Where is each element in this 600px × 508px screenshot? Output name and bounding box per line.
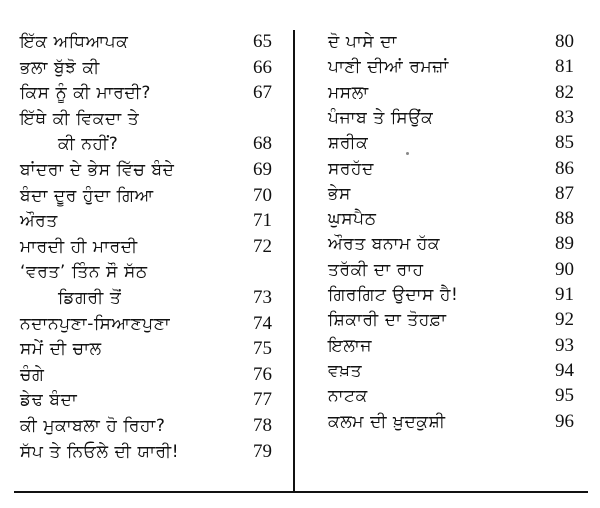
toc-entry-title: ਡੇਢ ਬੰਦਾ	[20, 390, 78, 411]
toc-entry	[0, 56, 293, 80]
toc-entry-page: 89	[555, 233, 574, 255]
toc-entry-title: ਨਦਾਨਪੁਣਾ-ਸਿਆਣਪੁਣਾ	[20, 313, 171, 334]
toc-entry-title: ਕੀ ਮੁਕਾਬਲਾ ਹੋ ਰਿਹਾ?	[20, 416, 166, 436]
toc-entry	[296, 55, 600, 79]
toc-entry-page: 70	[253, 184, 272, 206]
toc-entry-page: 72	[253, 235, 272, 257]
toc-entry-title: ਭਲਾ ਬੁੱਝੋ ਕੀ	[20, 57, 100, 78]
toc-entry-title: ਪਾਣੀ ਦੀਆਂ ਰਮਜ਼ਾਂ	[328, 57, 449, 78]
toc-entry	[0, 30, 293, 54]
toc-entry-title: ਦੋ ਪਾਸੇ ਦਾ	[328, 32, 397, 52]
toc-entry	[296, 157, 600, 181]
toc-entry	[0, 158, 293, 182]
toc-entry	[296, 384, 600, 408]
toc-entry	[296, 258, 600, 282]
toc-entry	[0, 184, 293, 208]
toc-entry-page: 73	[253, 287, 272, 308]
toc-entry	[296, 207, 600, 231]
toc-entry-title: ਪੰਜਾਬ ਤੇ ਸਿਉਂਕ	[328, 107, 434, 128]
toc-entry-page: 71	[253, 210, 272, 232]
toc-entry	[0, 132, 293, 156]
toc-entry-title: ਨਾਟਕ	[328, 386, 368, 407]
toc-entry-title: ਚੰਗੇ	[20, 364, 45, 385]
toc-entry-title: ਸ਼ਿਕਾਰੀ ਦਾ ਤੋਹਫ਼ਾ	[328, 310, 447, 331]
toc-entry-title: ਔਰਤ	[20, 211, 58, 232]
toc-entry-title: ਵਖ਼ਤ	[328, 360, 363, 381]
toc-entry-page: 79	[253, 440, 272, 462]
toc-entry-page: 93	[555, 334, 574, 356]
toc-entry	[296, 182, 600, 206]
toc-entry-page: 83	[555, 106, 574, 128]
toc-entry	[0, 312, 293, 336]
toc-entry-title: ਕੀ ਨਹੀਂ?	[58, 134, 119, 155]
toc-entry-title: ਬੰਦਾ ਦੂਰ ਹੁੰਦਾ ਗਿਆ	[20, 185, 154, 206]
toc-entry-page: 91	[555, 284, 574, 305]
toc-entry	[296, 334, 600, 358]
toc-entry-title: ਭੇਸ	[328, 183, 351, 204]
toc-entry-page: 75	[253, 338, 272, 360]
toc-entry-page: 96	[555, 410, 574, 432]
toc-entry	[0, 337, 293, 361]
toc-entry	[296, 30, 600, 54]
toc-entry-title: ਸਮੇਂ ਦੀ ਚਾਲ	[20, 339, 102, 360]
toc-entry	[0, 286, 293, 310]
toc-entry	[296, 81, 600, 105]
toc-entry-title: ਕਲਮ ਦੀ ਖ਼ੁਦਕੁਸ਼ੀ	[328, 411, 446, 432]
toc-entry-page: 78	[253, 415, 272, 436]
toc-left-column	[0, 0, 293, 490]
toc-entry	[296, 283, 600, 307]
toc-entry-title: ਔਰਤ ਬਨਾਮ ਹੱਕ	[328, 234, 441, 255]
toc-entry-page: 87	[555, 182, 574, 204]
column-divider	[293, 30, 295, 492]
print-speck	[406, 152, 409, 155]
toc-entry	[296, 131, 600, 155]
toc-entry-title: ਡਿਗਰੀ ਤੋਂ	[58, 288, 122, 308]
toc-entry-title: ਕਿਸ ਨੂੰ ਕੀ ਮਾਰਦੀ?	[20, 83, 151, 104]
toc-entry	[296, 106, 600, 130]
bottom-rule	[14, 491, 588, 493]
toc-entry-page: 81	[555, 56, 574, 78]
toc-entry-title: ਇੱਥੇ ਕੀ ਵਿਕਦਾ ਤੇ	[20, 108, 140, 129]
toc-entry-page: 94	[555, 359, 574, 381]
toc-entry-page: 77	[253, 389, 272, 411]
toc-entry-page: 68	[253, 133, 272, 155]
toc-entry	[0, 209, 293, 233]
toc-entry	[296, 410, 600, 434]
toc-entry	[0, 388, 293, 412]
toc-entry-page: 74	[253, 312, 272, 334]
toc-entry	[0, 414, 293, 438]
toc-entry-title: ਗਿਰਗਿਟ ਉਦਾਸ ਹੈ!	[328, 285, 459, 305]
toc-entry	[296, 308, 600, 332]
toc-entry-title: ਇੱਕ ਅਧਿਆਪਕ	[20, 32, 129, 52]
toc-entry	[0, 81, 293, 105]
toc-entry-page: 86	[555, 157, 574, 179]
toc-entry-page: 65	[253, 31, 272, 52]
toc-entry-title: ਮਸਲਾ	[328, 82, 369, 103]
toc-entry-page: 90	[555, 258, 574, 280]
toc-entry-page: 95	[555, 385, 574, 407]
toc-entry-page: 80	[555, 31, 574, 52]
toc-entry-title: ‘ਵਰਤ’ ਤਿੰਨ ਸੌ ਸੱਠ	[20, 262, 148, 283]
toc-entry	[0, 363, 293, 387]
toc-entry	[296, 359, 600, 383]
toc-entry-title: ਸ਼ਰੀਕ	[328, 133, 369, 154]
toc-entry-title: ਘੁਸਪੈਠ	[328, 209, 377, 230]
toc-entry-title: ਤਰੱਕੀ ਦਾ ਰਾਹ	[328, 259, 424, 280]
toc-entry-title: ਬਾਂਦਰਾ ਦੇ ਭੇਸ ਵਿੱਚ ਬੰਦੇ	[20, 160, 175, 180]
toc-entry-page: 82	[555, 81, 574, 103]
toc-entry-page: 88	[555, 208, 574, 230]
toc-entry	[296, 232, 600, 256]
toc-right-column	[296, 0, 600, 490]
toc-entry	[0, 440, 293, 464]
toc-entry	[0, 107, 293, 131]
toc-entry-page: 69	[253, 159, 272, 180]
toc-entry-title: ਇਲਾਜ	[328, 335, 373, 356]
toc-entry-title: ਮਾਰਦੀ ਹੀ ਮਾਰਦੀ	[20, 236, 138, 257]
toc-entry-title: ਸੱਪ ਤੇ ਨਿਓਲੇ ਦੀ ਯਾਰੀ!	[20, 441, 180, 462]
toc-entry-page: 92	[555, 309, 574, 331]
toc-entry-page: 76	[253, 363, 272, 385]
toc-entry	[0, 260, 293, 284]
toc-entry-page: 67	[253, 82, 272, 104]
toc-entry-page: 66	[253, 56, 272, 78]
toc-entry-title: ਸਰਹੱਦ	[328, 158, 374, 179]
toc-entry-page: 85	[555, 132, 574, 154]
toc-entry	[0, 235, 293, 259]
